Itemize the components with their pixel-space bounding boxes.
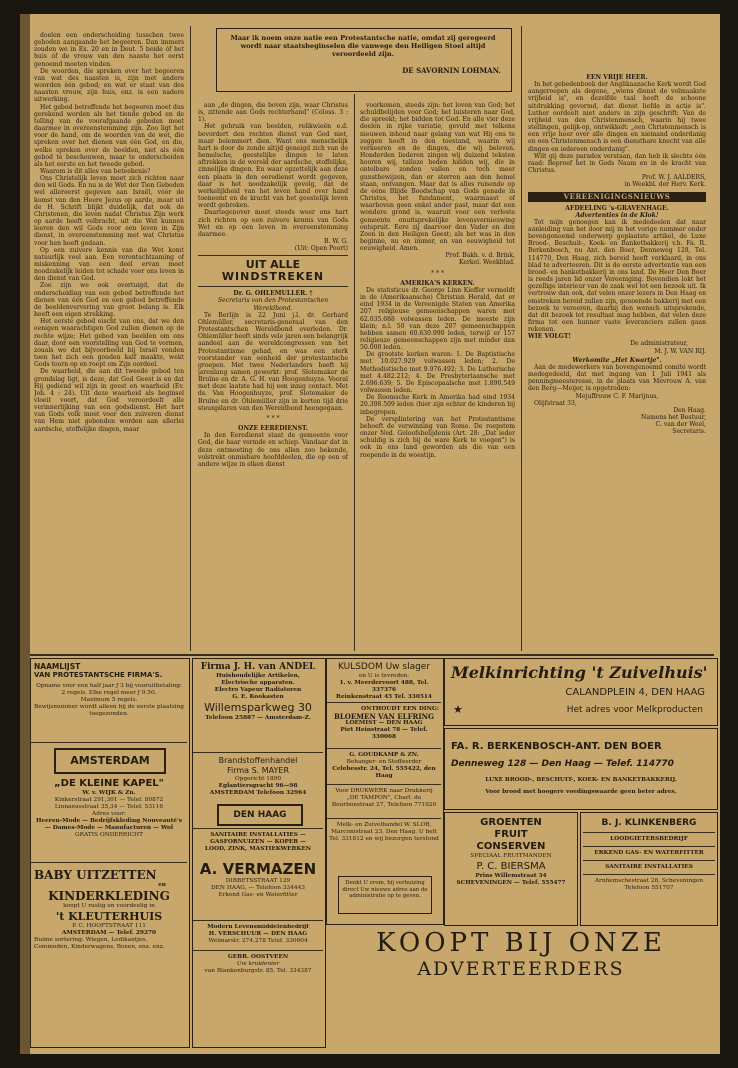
paragraph: De versplintering van het Protestantisme behoeft de verwinning van Rome. De roepstem onzer Ned. Geloofsbelijdenis (Art. 28: „Dat ieder schuldig is zich bij de ware Kerk te voegen") is ook in ons land geworden als die van een roepende in de woestijn. <box>360 415 515 459</box>
groenten-l5: P. C. BIERSMA <box>476 861 546 872</box>
column-divider <box>521 26 522 651</box>
col2-paragraphs-2 <box>198 312 348 412</box>
paragraph: Electro Vapeur Radiatoren <box>214 687 302 693</box>
paragraph: De grootste kerken waren: 1. De Baptistische met 10.027.929 volwassen leden; 2. De Methodistische met 9.976.492; 3. De Lutherische met 4.482.212; 4. De Presbyteriaansche met 2.696.639; 5. De Episcopaalsche met 1.890.549 volwassen leden. <box>360 351 515 395</box>
klink-l3: SANITAIRE INSTALLATIES <box>605 864 693 870</box>
col3-paragraphs <box>360 102 515 252</box>
modern-l1: Modern Levensmiddelenbedrijf <box>207 924 309 930</box>
drukkerij-l1: Voor DRUKWERK naar Drukkerij „DE TAMPON", Charl. de Bourbonstraat 27, Telefoon 771920 <box>331 788 437 808</box>
naamlijst-title-2: VAN PROTESTANTSCHE FIRMA'S. <box>34 671 163 679</box>
paragraph: De woorden, die spreken over het begeeren van wat des naasten is, zijn met andere woorden één gebod; en wat er staat van des naasten vrouw, zijn huis, enz. is een nadere uitwerking. <box>34 67 184 104</box>
paragraph: doelen een onderscheiding tusschen twee geboden aangaande het begeeren. Dan immers zouden we in Ex. 20 en in Deut. 5 beide óf het huis óf de vrouw van den naaste het eerst genoemd moeten vinden. <box>34 32 184 68</box>
klink-l5: Telefoon 551707 <box>624 885 674 891</box>
baby-shop: 't KLEUTERHUIS <box>55 910 163 923</box>
paragraph: Het eerste gebod eischt van ons, dat we den eenigen waarachtigen God zullen dienen op de rechte wijze; Het gebod van beelden om ons daar, door een voorstelling van God te vormen, zouals we dat bijvoorbeeld bij Israël vonden toen het zich een gouden kalf maakte, wekt Gods toorn op en roept om Zijn oordeel. <box>34 318 184 369</box>
oostveen-l1: GEBR. OOSTVEEN <box>227 954 289 960</box>
biersma-text <box>447 817 575 921</box>
ad-divider <box>193 752 323 753</box>
signature: Prof. W. J. AALDERS, <box>641 174 706 182</box>
sanit-l3: LOOD, ZINK, MASTIEKWERKEN <box>204 846 312 852</box>
groenten-l6: Prins Willemstraat 34 <box>475 873 547 879</box>
berk-address: Denneweg 128 — Den Haag — Telef. 114770 <box>451 759 674 769</box>
col4-paragraphs-2 <box>528 219 706 334</box>
quote-box <box>216 28 512 92</box>
paragraph: Op een zuivere kennis van die Wet komt natuurlijk veel aan. Een verontachtzaming of miskenning van een deel ervan moet noodzakelijk leiden tot schade voor ons leven in den dienst van God. <box>34 246 184 283</box>
vereenigingsnieuws-bar: VEREENIGINGSNIEUWS <box>528 192 706 202</box>
mayer-l1: Brandstoffenhandel <box>218 756 298 765</box>
rule <box>198 286 348 287</box>
klinkenberg-text <box>583 817 715 921</box>
city: Den Haag. <box>673 406 706 414</box>
col2-paragraphs-3 <box>198 432 348 468</box>
ad-biersma <box>444 812 578 926</box>
andel-tel: Telefoon 25887 — Amsterdam-Z. <box>205 715 311 721</box>
ad-van-andel <box>195 662 321 750</box>
ad-divider <box>31 742 187 743</box>
goudkamp-l2: Behanger- en Stoffeerder <box>346 759 422 765</box>
oostveen-l2: Uw kruidenier <box>236 961 280 967</box>
kapel-sub: W. v. WIJK & Zn. <box>82 790 136 796</box>
ad-slob <box>329 822 439 848</box>
oostveen-l3: van Blankenburgstr. 85, Tel. 334387 <box>204 968 312 974</box>
obit-heading: Dr. G. OHLEMULLER. † <box>233 290 313 298</box>
kulsdom-l2: en U is tevreden. <box>358 673 410 679</box>
stars: * * * <box>430 269 444 277</box>
klink-l4: Arnhemschestraat 28, Scheveningen <box>594 878 704 884</box>
col2-paragraphs <box>198 102 348 238</box>
modern-l3: Weimarstr. 274,278 Telef. 330604 <box>208 938 308 944</box>
ad-zuivelhuis <box>444 658 718 726</box>
ad-berkenbosch <box>444 728 718 810</box>
paragraph: Zoo zijn we ook overtuigd, dat de onderscheiding van een gebod betreffende het dienen van één God en een gebod betreffende de beeldenververing van groot belang is. Elk heeft een eigen strekking. <box>34 282 184 319</box>
klink-title: B. J. KLINKENBERG <box>601 818 697 828</box>
paragraph: Ons Christelijk leven moet zich richten naar den wil Gods. En nu is de Wet der Tien Geboden wel allereerst gegeven aan Israël, vóór de komst van den Heere Jezus op aarde, maar uit de H. Schrift blijkt duidelijk, dat ook de Christenen, die leven nadat Christus Zijn werk op aarde heeft volbracht, uit die Wet kunnen leeren den wil Gods voor een leven in Zijn dienst, in overeenstemming met wat Christus voor hen heeft gedaan. <box>34 175 184 247</box>
secretary-title: Secretaris. <box>672 428 706 436</box>
paragraph: Het gebruik van beelden, relikwieën e.d. bevordert den rechten dienst van God niet, maar belemmert dien. Want ons menschelijk hart is door de zonde altijd geneigd zich van de hemelsche, geestelijke dingen te laten aftrekken in de wereld der aardsche, stoffelijke, zinnelijke dingen. En waar opzettelijk aan deze een plaats in den eeredienst wordt gegeven, daar is het noodzakelijk gevolg, dat de werkelijkheid van het leven hand over hand toeneemt en de kracht van het geestelijk leven wordt gebroken. <box>198 123 348 210</box>
vermazen-l1: DIBBETSSTRAAT 129 <box>225 878 291 884</box>
ad-divider <box>193 950 323 951</box>
ad-kleuterhuis <box>34 868 184 1044</box>
denhaag-label: DEN HAAG <box>233 810 287 820</box>
baby-address: P. C. HOOFTSTRAAT 111 <box>72 923 146 929</box>
address: Olijfstraat 33, <box>534 399 577 407</box>
paragraph: G. E. Kookasten <box>232 694 284 700</box>
ad-elfring <box>329 706 439 744</box>
article-column-4 <box>528 74 706 650</box>
ad-amsterdam-box <box>54 748 166 774</box>
notice-denkt: Denkt U erom, bij verhuizing direct Uw nieuwe adres aan de administratie op te geven. <box>342 880 428 900</box>
ad-divider <box>327 748 441 749</box>
paragraph: Het gebod betreffende het begeeren moet dus gerekend worden als het tiende gebod en de telling van de voorafgaande geboden moet daarmee in overeenstemming zijn. Zoo ligt het voor de hand, om de woorden van de wet, die spreken over het dienen van één God, en die, welke spreken over de beelden, niet als één gebod te beschouwen, maar te onderscheiden als het eerste en het tweede gebod. <box>34 103 184 168</box>
star-icon: ★ <box>453 703 463 716</box>
col3-paragraphs-2 <box>360 287 515 459</box>
ad-naamlijst <box>34 662 184 738</box>
zuivel-tagline: Het adres voor Melkproducten <box>566 705 703 715</box>
baby-desc: Ruime sortering: Wiegen, Ledikantjes, Commoden, Kinderwagens, Boxen, enz. enz. <box>34 937 165 950</box>
koopt-banner <box>326 928 716 982</box>
page-edge-shadow <box>20 14 30 1054</box>
kapel-address: Kinkerstraat 291,301 — Telef. 80872 Linnaeusstraat 35,34 — Telef. 53116 <box>54 797 164 810</box>
vermazen-title: A. VERMAZEN <box>199 860 317 878</box>
berk-title: FA. R. BERKENBOSCH-ANT. DEN BOER <box>451 741 662 752</box>
notice-denkt-box <box>338 876 432 914</box>
amsterdam-label: AMSTERDAM <box>70 754 150 767</box>
baby-sub: koopt U rustig en voordeelig in <box>63 903 155 909</box>
paragraph: Huishoudelijke Artikelen, <box>216 673 300 679</box>
ad-divider <box>327 784 441 785</box>
advertenties-heading: Advertenties in de Klok! <box>575 211 659 219</box>
paragraph: Tot mijn genoegen kan ik mededeelen dat naar aanleiding van het door mij in het vorige nummer onder bovengenoemd onderwerp geplaatste artikel, de Luxe Brood-, Beschuit-, Koek- en Banketbakkerij v.h. Fa. R. Berkenbosch, nu Ant. den Boer, Denneweg 128, Tel. 114770, Den Haag, zich bereid heeft verklaard, in ons blad te adverteeren. Dit is de eerste advertentie van een brood- en banketbakkerij in ons land. De Heer Den Boer is reeds jaren lid onzer Vereeniging. Bovendien lokt het gezellige interieur van de zaak wel tot een bezoek uit. Ik vertrouw dan ook, dat velen onzer lezers in Den Haag en omstreken bereid zullen zijn, genoemde bakkerij met een bezoek te vereeren, daarbij den wensch uitsprekende, dat dit bezoek tot resultaat mag hebben, dat velen deze firma tot een hunner vaste leveranciers zullen gaan rekenen. <box>528 218 706 334</box>
baby-title-2: KINDERKLEDING <box>48 889 170 903</box>
paragraph: In het gebedenboek der Anglikaansche Kerk wordt God aangeroepen als degene, „wiens dienst de volmaakste vrijheid is", en dezelfde taal heeft de schoone uitdrukking gevormd, dat dienst liefde in actie is". Luther oordeelt niet anders in zijn geschrift: Van de vrijheid van den Christenmensch, waarin hij twee stellingen, gelijk-op, ontwikkelt: „een Christenmensch is een vrije heer over alle dingen en niemand onderdanig en een Christenmensch is een dienstbare knecht van alle dingen en iedereen onderdanig". <box>528 81 706 153</box>
groenten-l1: GROENTEN <box>480 817 542 828</box>
source: Kerkel. Weekblad. <box>458 259 515 267</box>
zuivel-address: CALANDPLEIN 4, DEN HAAG <box>565 687 705 698</box>
groenten-l2: FRUIT <box>494 829 528 840</box>
rule <box>583 846 715 847</box>
baby-en: en <box>158 882 166 888</box>
column-divider <box>354 94 355 651</box>
article-column-3 <box>360 102 515 650</box>
kulsdom-l4: Reinkenstraat 45 Tel. 330514 <box>336 694 432 698</box>
slob-l1: Melk- en Zuivelhandel W. SLOB, <box>336 822 432 828</box>
koopt-line-1: KOOPT BIJ ONZE <box>376 928 666 958</box>
vermazen-l2: DEN HAAG, — Telefoon 334443 <box>211 885 305 891</box>
ad-divider <box>193 828 323 829</box>
section-heading-2: WINDSTREKEN <box>221 270 325 284</box>
source: (Uit: Open Poort) <box>294 245 348 253</box>
bloemen-l0: ONTHOUDT EEN DING: <box>361 706 439 712</box>
kulsdom-l3: 1. v. Meerdervoort 488, Tel. 337376 <box>339 680 429 693</box>
paragraph: Daartegenover moet steeds weer ons hart zich richten op een zuivere kennis van Gods Wet en op een leven in overeenstemming daarmee. <box>198 209 348 238</box>
ad-oostveen <box>195 954 321 978</box>
modern-l2: H. VERSCHUUR — DEN HAAG <box>208 931 308 937</box>
source: in Weekbl. der Herv. Kerk. <box>624 181 706 189</box>
col4-paragraphs-3 <box>528 364 706 393</box>
ad-mayer <box>195 756 321 798</box>
wie-volgt: WIE VOLGT! <box>528 333 572 341</box>
kapel-items: Heeren-Mode — Bedrijfskleding Nouveauté's — Dames-Mode — Manufacturen — Wol <box>35 818 183 831</box>
werkomite-heading: Werkomite „Het Kwartje". <box>572 356 662 364</box>
koopt-line-2: ADVERTEERDERS <box>417 958 625 980</box>
rule <box>583 832 715 833</box>
paragraph: De Roomsche Kerk in Amerika had eind 1934 20.398.509 leden (hier zijn echter de kinderen bij inbegrepen. <box>360 394 515 416</box>
klink-l2: ERKEND GAS- EN WATERFITTER <box>594 850 704 856</box>
bloemen-l3: Piet Heinstraat 78 — Telef. 330068 <box>340 727 428 740</box>
paragraph: voorkomen, steeds zijn: het loven van God; het schuldbelijden voor God; het luisteren naar God, die spreekt; het bidden tot God. En alle vier deze deelen in rijke variatie, gevuld met telkens nieuwen inhoud naar gelang van wat Hij ons te zeggen heeft in den toestand, waarin wij verkeeren en de dingen, die wij beleven. Honderden liederen zingen wij duizend teksten hooren wij, talloze beden hidden wij, die in ontelbare zonden vallen en toch meer gunstbewijzen, dan er sterren aan den hemel staan, ontvangen. Maar dat is alles ruisende op de ééne Blijde Boodschap van Gods genade in Christus, het fundament, waarmaast of waarboven geen enkel ander past, maar dat een wondere grond is, waaruit voor een verloste gemeente onuitsprekelijke levensvernieuwing ontspruit. Eere zij daarvoor den Vader en den Zoon in den Heiligen Geest; als het was in den beginne, nu en immer, en van eeuwigheid tot eeuwigheid. Amen. <box>360 102 515 253</box>
paragraph: Te Berlijn is 22 Juni j.l. dr. Gerhard Ohlemüller, secretaris-generaal van den Protestantschen Wereldbond overleden. Dr. Ohlemüller heeft sinds vele jaren een belangrijk aandeel aan de wereldcongressen van het Protestantisme gehad, en was een sterk voorstander van eenheid der protestantsche groepen. Met twee Nederlanders heeft hij jarenlang samen gewerkt: prof. Slotemaker de Bruïne en dr. A. G. H. van Hoogenhuyze. Vooral met deze laatste had hij een innig contact. Met ds. Van Hoogenhuyze, prof. Slotemaker de Bruïne en dr. Ohlemüller zijn in korten tijd drie steunpilaren van den Wereldbond heengegaan. <box>198 311 348 412</box>
berk-tagline: Voor brood met hoogere voedingswaarde geen beter adres. <box>485 789 677 795</box>
kapel-extra: GRATIS ONDERRICHT <box>75 832 143 838</box>
rule <box>198 255 348 256</box>
board: Namens het Bestuur, <box>641 414 706 422</box>
ad-kleine-kapel <box>34 778 184 858</box>
amerika-heading: AMERIKA'S KERKEN. <box>400 279 475 287</box>
ad-divider <box>327 702 441 703</box>
ad-klinkenberg <box>580 812 718 926</box>
ad-goudkamp <box>329 752 439 780</box>
groenten-l4: SPECIAAL FRUITMANDEN <box>470 853 552 859</box>
naamlijst-title-1: NAAMLIJST <box>34 662 81 671</box>
new-treasurer: Mejuffrouw C. F. Marijnus, <box>575 392 659 400</box>
signature-role: De administrateur, <box>630 340 688 348</box>
vermazen-l3: Erkend Gas- en Waterfitter <box>218 892 298 898</box>
newspaper-page <box>20 14 720 1054</box>
paragraph: Waarom is dit alles van beteekenis? <box>40 167 151 175</box>
ad-drukkerij <box>329 788 439 816</box>
ads-top-rule <box>30 654 714 656</box>
sanit-l2: GASFORNUIZEN — KOPER — <box>210 839 306 845</box>
quote-author: DE SAVORNIN LOHMAN. <box>402 66 501 75</box>
ad-sanitair <box>195 832 321 858</box>
kulsdom-l1: KULSDOM Uw slager <box>337 662 431 672</box>
paragraph: aan „de dingen, die boven zijn, waar Christus is, zittende aan Gods rechterhand" (Coloss. 3 : 1). <box>198 102 348 124</box>
paragraph: Bewijsnummer wordt alleen bij de eerste plaatsing toegezonden. <box>34 704 184 717</box>
goudkamp-l1: G. GOUDKAMP & ZN. <box>349 752 419 758</box>
rule <box>583 874 715 875</box>
article-column-1 <box>34 32 184 647</box>
bloemen-l2: LOEMIST — DEN HAAG <box>345 720 423 726</box>
signature-name: M. J. W. VAN RIJ. <box>654 347 706 355</box>
kapel-title: „DE KLEINE KAPEL" <box>54 778 164 789</box>
baby-city: AMSTERDAM — Telef. 29270 <box>61 930 157 936</box>
naamlijst-lines <box>34 683 184 718</box>
ad-vermazen <box>195 860 321 916</box>
berk-types: LUXE BROOD-, BESCHUIT-, KOEK- EN BANKETBAKKERIJ. <box>485 777 677 783</box>
mayer-l2: Firma S. MAYER <box>226 766 290 775</box>
eeredienst-heading: ONZE EEREDIENST. <box>238 425 308 433</box>
groenten-l7: SCHEVENINGEN — Telef. 555477 <box>456 880 566 886</box>
signature: B. W. G. <box>323 237 348 245</box>
sanit-l1: SANITAIRE INSTALLATIES — <box>210 832 306 838</box>
col1-paragraphs <box>34 32 184 433</box>
paragraph: Wilt gij deze paradox verstaan, dan heb ik slechts één raad: Beproef het in Gods Naam en in de kracht van Christus. <box>528 152 706 175</box>
paragraph: Electrische apparaten. <box>221 680 295 686</box>
paragraph: De statisticus dr. George Linn Kieffer vermeldt in de (Amerikaansche) Christian Herald, dat er eind 1934 in de Vereenigde Staten van Amerika 207 religieuse gemeenschappen waren met 62.035.688 volwassen leden. De meeste zijn klein; n.l. 50 van deze 207 gemeenschappen hebben samen 60.630.990 leden, terwijl er 157 religieuze gemeenschappen zijn met minder dan 50.000 leden. <box>360 286 515 352</box>
mayer-l5: AMSTERDAM Telefoon 32964 <box>209 790 307 796</box>
paragraph: In den Eeredienst staat de gemeente voor God, die haar vormde en schiep. Vandaar dat in deze ontmoeting de ons allen zoo bekende, volstrekt onmisbare hoofddeelen, die op een of andere wijze in elken dienst <box>198 432 348 468</box>
ad-kulsdom <box>329 662 439 698</box>
andel-lines <box>195 673 321 701</box>
obit-subtitle: Secretaris van den Protestantschen Wereldbond. <box>217 297 329 312</box>
bloemen-l1: BLOEMEN VAN ELFRING <box>333 712 435 721</box>
ad-divider <box>327 818 441 819</box>
ad-divider <box>31 862 187 863</box>
ad-denhaag-box <box>217 804 303 826</box>
slob-l3: Tel. 331812 en wij bezorgen terstond <box>329 836 439 842</box>
zuivel-title: Melkinrichting 't Zuivelhuis' <box>451 663 708 682</box>
section-heading-1: UIT ALLE <box>245 258 301 272</box>
mayer-l4: Eglantiersgracht 96—98 <box>218 783 298 789</box>
goudkamp-l3: Celebesstr. 24, Tel. 555422, den Haag <box>332 766 436 779</box>
paragraph: Aan de medewerkers van bovengenoemd comité wordt medegedeeld, dat met ingang van 1 Juli 1941 als penningmeesteresse, in de plaats van Mevrouw A. van den Berg—Meijer, is opgetreden: <box>528 363 706 393</box>
paragraph: Opname voor een half jaar ƒ 3 bij vooruitbetaling: 2 regels. Elke regel meer ƒ 0.50. <box>36 683 182 696</box>
mayer-l3: Opgericht 1890 <box>234 776 282 782</box>
stars: * * * <box>266 414 280 422</box>
article-column-2 <box>198 102 348 650</box>
paragraph: Maximum 5 regels. <box>80 697 138 703</box>
klink-l1: LOODGIETERSBEDRIJF <box>610 836 688 842</box>
slob-l2: Marconistraat 23, Den Haag. U belt <box>331 829 437 835</box>
andel-street: Willemsparkweg 30 <box>204 701 312 714</box>
kapel-adres: Adres voor: <box>92 811 126 817</box>
signature: Prof. Bakh. v. d. Brink, <box>445 252 515 260</box>
vrije-heer-heading: EEN VRIJE HEER. <box>586 74 648 81</box>
groenten-l3: CONSERVEN <box>476 841 546 852</box>
rule <box>583 860 715 861</box>
paragraph: De waarheid, die aan dit tweede gebod ten grondslag ligt, is deze, dat God Geest is en dat Hij gediend wil zijn in geest en waarheid (Ev. Joh. 4 : 24). Uit deze waarheid als beginsel vloeit voort, dat God veroordeelt alle verinnerlijking van een godsdienst. Het hart van Gods volk moet voor den zuiveren dienst van Hem niet gebonden worden aan allerlei aardsche, stoffelijke dingen, maar <box>34 368 184 433</box>
andel-title: Firma J. H. van ANDEL <box>200 662 316 672</box>
quote-text: Maar ik noem onze natie een Protestantsche natie, omdat zij geregeerd wordt naar staatsbeginselen die vanwege den Heiligen Stoel altijd veroordeeld zijn. <box>230 34 496 58</box>
secretary-name: C. van der Weel, <box>655 421 706 429</box>
ad-verschuur <box>195 924 321 948</box>
column-divider <box>190 26 191 651</box>
afdeeling-heading: AFDEELING 's-GRAVENHAGE. <box>565 204 669 212</box>
col4-paragraphs <box>528 81 706 174</box>
baby-title-1: BABY UITZETTEN <box>34 868 157 882</box>
ad-divider <box>193 920 323 921</box>
